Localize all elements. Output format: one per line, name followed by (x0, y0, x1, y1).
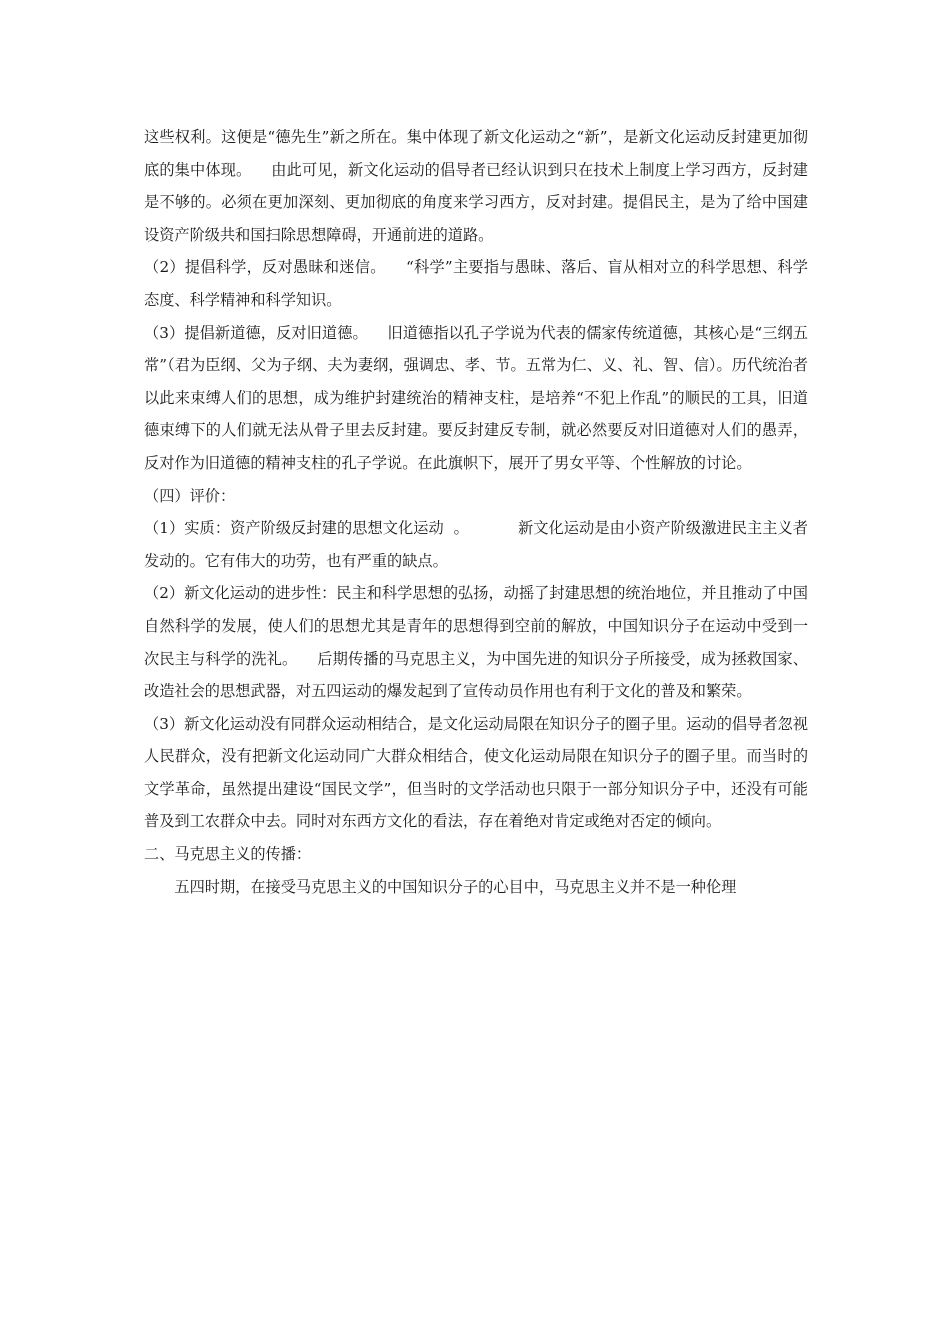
document-body (144, 121, 808, 903)
section-heading-evaluation: （四）评价： (144, 486, 236, 505)
paragraph-new-morality: （3）提倡新道德，反对旧道德。 旧道德指以孔子学说为代表的儒家传统道德，其核心是“三纲五常”（君为臣纲、父为子纲、夫为妻纲，强调忠、孝、节。五常为仁、义、礼、智、信）。历代统治者以此来束缚人们的思想，成为维护封建统治的精神支柱，是培养“不犯上作乱”的顺民的工具，旧道德束缚下的人们就无法从骨子里去反封建。要反封建反专制，就必然要反对旧道德对人们的愚弄，反对作为旧道德的精神支柱的孔子学说。在此旗帜下，展开了男女平等、个性解放的讨论。 (144, 323, 808, 472)
section-heading-marxism: 二、马克思主义的传播： (144, 845, 312, 864)
paragraph-progressiveness: （2）新文化运动的进步性：民主和科学思想的弘扬，动摇了封建思想的统治地位，并且推动了中国自然科学的发展，使人们的思想尤其是青年的思想得到空前的解放，中国知识分子在运动中受到一次民主与科学的洗礼。 后期传播的马克思主义，为中国先进的知识分子所接受，成为拯救国家、改造社会的思想武器，对五四运动的爆发起到了宣传动员作用也有利于文化的普及和繁荣。 (144, 584, 808, 701)
paragraph-science: （2）提倡科学，反对愚昧和迷信。 “科学”主要指与愚昧、落后、盲从相对立的科学思想、科学态度、科学精神和科学知识。 (144, 258, 808, 309)
paragraph-democracy-conclusion: 这些权利。这便是“德先生”新之所在。集中体现了新文化运动之“新”，是新文化运动反封建更加彻底的集中体现。 由此可见，新文化运动的倡导者已经认识到只在技术上制度上学习西方，反封建是不够的。必须在更加深刻、更加彻底的角度来学习西方，反对封建。提倡民主，是为了给中国建设资产阶级共和国扫除思想障碍，开通前进的道路。 (144, 128, 808, 244)
paragraph-limitations: （3）新文化运动没有同群众运动相结合，是文化运动局限在知识分子的圈子里。运动的倡导者忽视人民群众，没有把新文化运动同广大群众相结合，使文化运动局限在知识分子的圈子里。而当时的文学革命，虽然提出建设“国民文学”，但当时的文学活动也只限于一部分知识分子中，还没有可能普及到工农群众中去。同时对东西方文化的看法，存在着绝对肯定或绝对否定的倾向。 (144, 714, 808, 831)
paragraph-essence: （1）实质：资产阶级反封建的思想文化运动 。 新文化运动是由小资产阶级激进民主主义者发动的。它有伟大的功劳，也有严重的缺点。 (144, 519, 808, 570)
paragraph-marxism-intro: 五四时期，在接受马克思主义的中国知识分子的心目中，马克思主义并不是一种伦理 (174, 877, 737, 896)
